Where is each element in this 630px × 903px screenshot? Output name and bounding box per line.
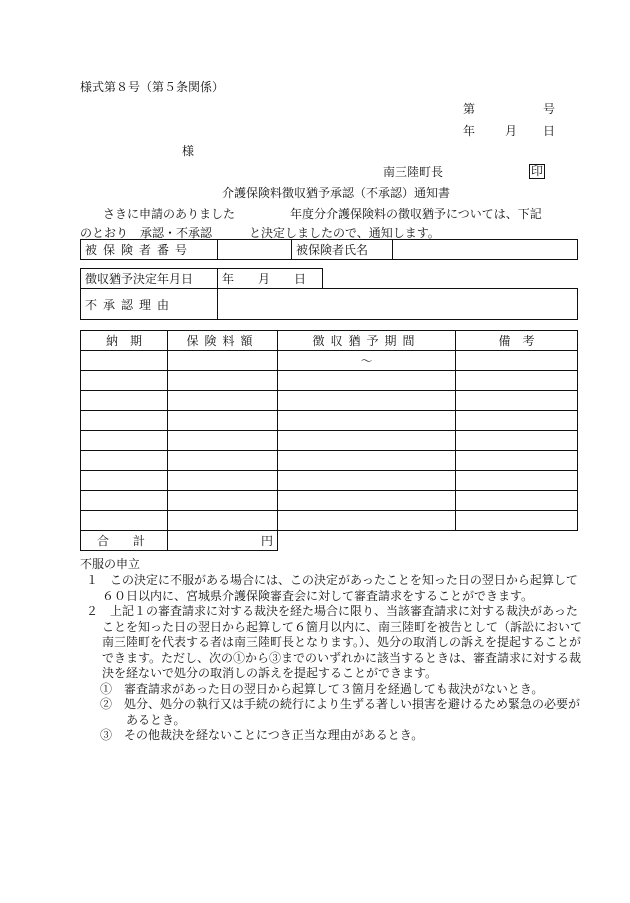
appeal-item-2: ２ 上記１の審査請求に対する裁決を経た場合に限り、当該審査請求に対する裁決があったことを知った日の翌日から起算して６箇月以内に、南三陸町を被告として（訴訟において南三陸町を代表する者は南三陸町長となります。）、処分の取消しの訴えを提起することができます。ただし、次の①から③までのいずれかに該当するときは、審査請求に対する裁決を経ないで処分の取消しの訴えを提起することができます。 (86, 604, 583, 680)
due-cell[interactable] (81, 371, 168, 391)
seal-mark: 印 (531, 164, 544, 178)
table-row (81, 371, 578, 391)
appeal-sub-1: ① 審査請求があった日の翌日から起算して３箇月を経過しても裁決がないとき。 (100, 681, 544, 696)
remarks-cell[interactable] (456, 491, 578, 511)
period-cell[interactable] (278, 351, 456, 371)
table-row (81, 391, 578, 411)
premium-cell[interactable] (168, 431, 278, 451)
schedule-table (80, 330, 578, 551)
blank-cell (278, 531, 456, 551)
premium-cell[interactable] (168, 471, 278, 491)
document-title: 介護保険料徴収猶予承認（不承認）通知書 (222, 186, 451, 200)
doc-number-suffix: 号 (543, 102, 556, 116)
recipient-suffix: 様 (182, 144, 195, 158)
due-cell[interactable] (81, 511, 168, 531)
premium-cell[interactable] (168, 371, 278, 391)
premium-cell[interactable] (168, 451, 278, 471)
insured-name-label: 被保険者氏名 (292, 240, 393, 260)
remarks-cell[interactable] (456, 371, 578, 391)
table-row (81, 511, 578, 531)
due-cell[interactable] (81, 451, 168, 471)
appeal-sub-3: ③ その他裁決を経ないことにつき正当な理由があるとき。 (100, 728, 424, 742)
body-line1-b: 年度分介護保険料の徴収猶予については、下記 (290, 207, 542, 221)
decision-date-label: 徴収猶予決定年月日 (81, 269, 218, 289)
date-month: 月 (505, 124, 518, 138)
appeal-item-1: １ この決定に不服がある場合には、この決定があったことを知った日の翌日から起算して６０日以内に、宮城県介護保険審査会に対して審査請求をすることができます。 (86, 573, 578, 603)
table-row (81, 411, 578, 431)
premium-cell[interactable] (168, 391, 278, 411)
doc-number-prefix: 第 (463, 102, 476, 116)
total-amount[interactable] (168, 531, 278, 551)
period-cell[interactable] (278, 511, 456, 531)
premium-cell[interactable] (168, 511, 278, 531)
insured-number-field[interactable] (218, 240, 292, 260)
decision-date-value[interactable]: 年 月 日 (218, 269, 323, 289)
table-row (81, 471, 578, 491)
blank-cell (323, 269, 578, 289)
total-label: 合 計 (81, 531, 168, 551)
form-number: 様式第８号（第５条関係） (80, 80, 225, 94)
date-day: 日 (543, 124, 556, 138)
period-cell[interactable] (278, 371, 456, 391)
period-cell[interactable] (278, 491, 456, 511)
table-row (81, 491, 578, 511)
decision-info-table (80, 268, 578, 320)
appeal-heading: 不服の申立 (80, 557, 141, 571)
premium-cell[interactable] (168, 351, 278, 371)
due-cell[interactable] (81, 391, 168, 411)
issuer: 南三陸町長 (383, 165, 444, 179)
table-row (81, 351, 578, 371)
date-year: 年 (463, 124, 476, 138)
due-cell[interactable] (81, 431, 168, 451)
period-cell[interactable] (278, 411, 456, 431)
period-cell[interactable] (278, 471, 456, 491)
insured-name-field[interactable] (393, 240, 578, 260)
premium-cell[interactable] (168, 491, 278, 511)
insured-number-label: 被保険者番号 (81, 240, 218, 260)
body-line1-a: さきに申請のありました (103, 207, 236, 221)
due-cell[interactable] (81, 491, 168, 511)
header-deferral-period: 徴収猶予期間 (278, 331, 456, 351)
due-cell[interactable] (81, 471, 168, 491)
remarks-cell[interactable] (456, 451, 578, 471)
header-premium: 保険料額 (168, 331, 278, 351)
header-remarks: 備 考 (456, 331, 578, 351)
period-separator: ～ (360, 354, 373, 368)
remarks-cell[interactable] (456, 471, 578, 491)
due-cell[interactable] (81, 351, 168, 371)
yen-unit: 円 (260, 534, 273, 548)
table-row (81, 451, 578, 471)
remarks-cell[interactable] (456, 411, 578, 431)
period-cell[interactable] (278, 451, 456, 471)
remarks-cell[interactable] (456, 431, 578, 451)
remarks-cell[interactable] (456, 351, 578, 371)
blank-cell (456, 531, 578, 551)
period-cell[interactable] (278, 391, 456, 411)
remarks-cell[interactable] (456, 511, 578, 531)
reason-label: 不承認理由 (81, 289, 218, 320)
due-cell[interactable] (81, 411, 168, 431)
header-due-date: 納 期 (81, 331, 168, 351)
body-line2-b: と決定しましたので、通知します。 (249, 226, 440, 240)
period-cell[interactable] (278, 431, 456, 451)
appeal-sub-2: ② 処分、処分の執行又は手続の続行により生ずる著しい損害を避けるため緊急の必要があるとき。 (100, 697, 581, 727)
table-row (81, 431, 578, 451)
body-line2-a: のとおり 承認・不承認 (80, 226, 213, 240)
premium-cell[interactable] (168, 411, 278, 431)
insured-info-table (80, 239, 578, 260)
remarks-cell[interactable] (456, 391, 578, 411)
total-row (81, 531, 578, 551)
appeal-notes (86, 573, 586, 744)
reason-field[interactable] (218, 289, 578, 320)
